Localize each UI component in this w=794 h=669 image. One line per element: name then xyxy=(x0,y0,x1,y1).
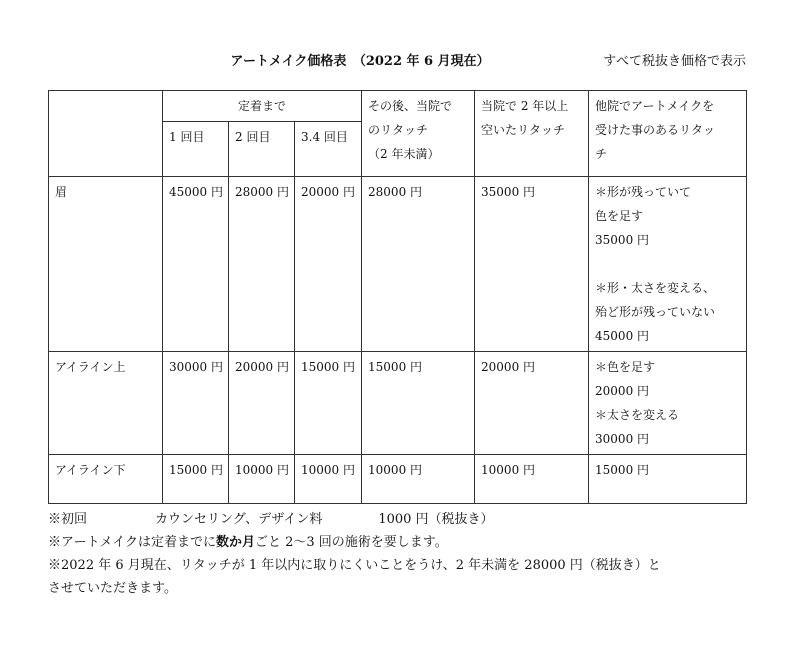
other-clinic-line: 35000 円 xyxy=(595,233,650,247)
footer-line-3: ※2022 年 6 月現在、リタッチが 1 年以内に取りにくいことをうけ、2 年未満を 28000 円（税抜き）と xyxy=(48,558,661,573)
price-cell: 45000 円 xyxy=(163,177,229,352)
other-clinic-line: 20000 円 xyxy=(595,384,650,398)
header-empty-cell xyxy=(49,122,163,177)
price-cell: 15000 円 xyxy=(362,352,475,455)
row-label: アイライン上 xyxy=(49,352,163,455)
header-retouch-after xyxy=(362,91,475,177)
header-other-clinic xyxy=(589,91,747,177)
header-2yr-line: 当院で 2 年以上 xyxy=(481,99,569,113)
price-cell: 20000 円 xyxy=(295,177,362,352)
tax-note: すべて税抜き価格で表示 xyxy=(603,54,746,69)
header-retouch-line: その後、当院で xyxy=(368,99,453,113)
other-clinic-cell xyxy=(589,455,747,504)
row-label: 眉 xyxy=(49,177,163,352)
price-cell: 20000 円 xyxy=(229,352,295,455)
footer-line-2 xyxy=(48,531,748,554)
other-clinic-line: 30000 円 xyxy=(595,432,650,446)
header-time-1: 1 回目 xyxy=(163,122,229,177)
header-other-line: チ xyxy=(595,147,608,161)
price-cell: 10000 円 xyxy=(475,455,589,504)
price-cell: 15000 円 xyxy=(295,352,362,455)
other-clinic-line: ＊色を足す xyxy=(595,360,656,374)
footer-notes xyxy=(48,508,748,600)
header-time-3: 3.4 回目 xyxy=(295,122,362,177)
price-cell: 28000 円 xyxy=(229,177,295,352)
price-cell: 10000 円 xyxy=(295,455,362,504)
other-clinic-line: 45000 円 xyxy=(595,329,650,343)
price-cell: 30000 円 xyxy=(163,352,229,455)
other-clinic-line: 15000 円 xyxy=(595,463,650,477)
footer-line-4: させていただきます。 xyxy=(48,581,177,596)
header-row-1 xyxy=(49,91,747,122)
footer-first-label: ※初回 xyxy=(48,512,88,527)
header-retouch-line: （2 年未満） xyxy=(368,147,440,161)
table-row xyxy=(49,177,747,352)
price-cell: 10000 円 xyxy=(362,455,475,504)
other-clinic-cell xyxy=(589,352,747,455)
table-row xyxy=(49,455,747,504)
price-cell: 28000 円 xyxy=(362,177,475,352)
header-empty-cell xyxy=(49,91,163,122)
row-label: アイライン下 xyxy=(49,455,163,504)
other-clinic-line: ＊形・太さを変える、 xyxy=(595,281,716,295)
price-cell: 35000 円 xyxy=(475,177,589,352)
header-other-line: 受けた事のあるリタッ xyxy=(595,123,716,137)
table-row xyxy=(49,352,747,455)
header-retouch-2yr xyxy=(475,91,589,177)
header-time-2: 2 回目 xyxy=(229,122,295,177)
footer-line2-pre: ※アートメイクは定着までに xyxy=(48,535,216,550)
header-retouch-line: のリタッチ xyxy=(368,123,429,137)
header-until-fixed: 定着まで xyxy=(163,91,362,122)
footer-line2-post: ごと 2〜3 回の施術を要します。 xyxy=(254,535,448,550)
footer-first-visit xyxy=(48,508,748,531)
price-cell: 10000 円 xyxy=(229,455,295,504)
price-cell: 20000 円 xyxy=(475,352,589,455)
other-clinic-line: ＊太さを変える xyxy=(595,408,680,422)
other-clinic-line xyxy=(595,252,740,276)
header-other-line: 他院でアートメイクを xyxy=(595,99,715,113)
footer-first-item: カウンセリング、デザイン料 xyxy=(155,512,323,527)
price-cell: 15000 円 xyxy=(163,455,229,504)
footer-line2-bold: 数か月 xyxy=(215,535,255,550)
other-clinic-cell xyxy=(589,177,747,352)
price-table xyxy=(48,90,747,504)
footer-first-price: 1000 円（税抜き） xyxy=(378,512,494,527)
other-clinic-line: 色を足す xyxy=(595,209,644,223)
other-clinic-line: ＊形が残っていて xyxy=(595,185,692,199)
header-2yr-line: 空いたリタッチ xyxy=(481,123,566,137)
other-clinic-line: 殆ど形が残っていない xyxy=(595,305,716,319)
page-title: アートメイク価格表 （2022 年 6 月現在） xyxy=(230,54,490,69)
